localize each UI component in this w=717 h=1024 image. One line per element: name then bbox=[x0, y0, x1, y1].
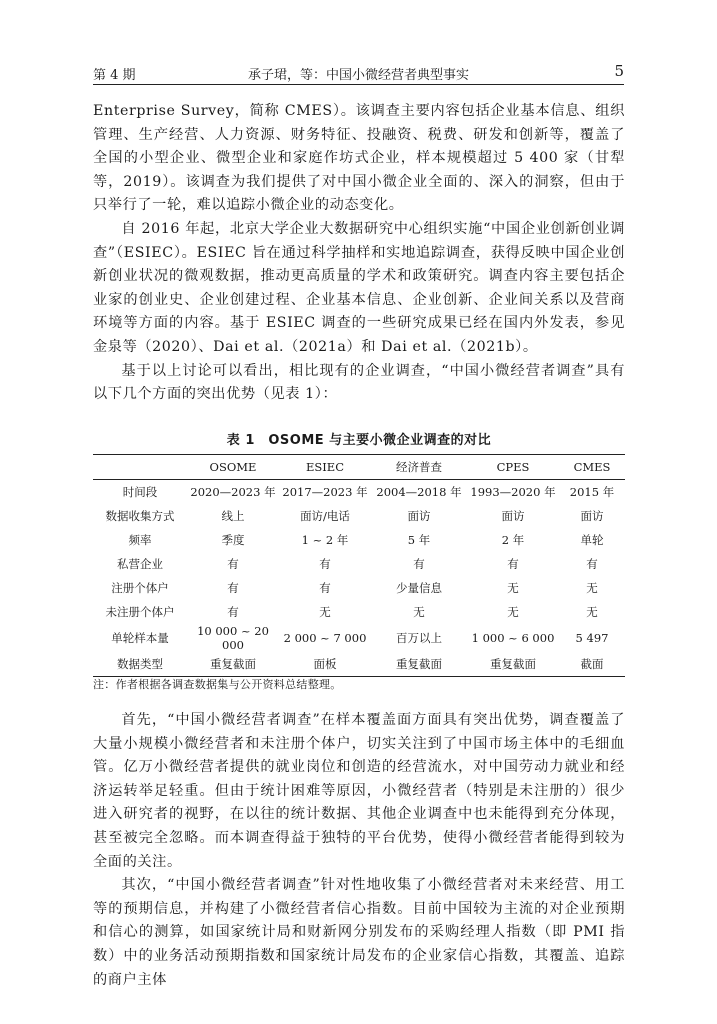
table-cell: 面访 bbox=[580, 509, 604, 523]
page-number: 5 bbox=[614, 62, 624, 80]
table-cell: 10 000 ~ 20 000 bbox=[197, 624, 269, 652]
paragraph-advantages-intro: 基于以上讨论可以看出，相比现有的企业调查，“中国小微经营者调查”具有以下几个方面的突出优势（见表 1）： bbox=[93, 362, 625, 403]
table-cell: 2017—2023 年 bbox=[282, 485, 368, 499]
table-cell: 2015 年 bbox=[569, 485, 615, 499]
table-cell: 1 000 ~ 6 000 bbox=[471, 631, 555, 645]
column-header: ESIEC bbox=[279, 455, 371, 480]
table-cell: 线上 bbox=[221, 509, 245, 523]
table-title: 表 1 OSOME 与主要小微企业调查的对比 bbox=[226, 433, 492, 448]
table-cell: 5 年 bbox=[407, 533, 431, 547]
running-title: 承子珺，等：中国小微经营者典型事实 bbox=[247, 68, 469, 83]
table-cell: 面访/电话 bbox=[300, 509, 350, 523]
body-text-before-table bbox=[93, 100, 625, 407]
row-label: 数据类型 bbox=[93, 652, 187, 677]
column-header: CMES bbox=[559, 455, 625, 480]
table-cell: 有 bbox=[413, 557, 425, 571]
table-cell: 重复截面 bbox=[187, 652, 279, 677]
column-header: CPES bbox=[467, 455, 559, 480]
body-text-after-table bbox=[93, 709, 625, 992]
row-label: 数据收集方式 bbox=[105, 509, 175, 523]
table-row bbox=[93, 652, 625, 677]
table-cell: 有 bbox=[227, 581, 239, 595]
issue-number: 第 4 期 bbox=[93, 68, 136, 83]
table-cell: 2004—2018 年 bbox=[376, 485, 462, 499]
table-cell: 重复截面 bbox=[371, 652, 467, 677]
table-row bbox=[93, 504, 625, 528]
column-header bbox=[93, 455, 187, 480]
row-label: 未注册个体户 bbox=[105, 605, 175, 619]
table-cell: 有 bbox=[507, 557, 519, 571]
table-cell: 重复截面 bbox=[467, 652, 559, 677]
table-cell: 季度 bbox=[221, 533, 245, 547]
table-cell: 面访 bbox=[501, 509, 525, 523]
column-header: 经济普查 bbox=[371, 455, 467, 480]
table-cell: 百万以上 bbox=[396, 631, 442, 645]
table-row bbox=[93, 528, 625, 552]
table-cell: 2 年 bbox=[501, 533, 525, 547]
table-cell: 无 bbox=[413, 605, 425, 619]
row-label: 频率 bbox=[128, 533, 152, 547]
table-cell: 有 bbox=[319, 557, 331, 571]
paragraph-first-advantage: 首先，“中国小微经营者调查”在样本覆盖面方面具有突出优势，调查覆盖了大量小规模小微经营者和未注册个体户，切实关注到了中国市场主体中的毛细血管。亿万小微经营者提供的就业岗位和创造的经营流水，对中国劳动力就业和经济运转举足轻重。但由于统计困难等原因，小微经营者（特别是未注册的）很少进入研究者的视野，在以往的统计数据、其他企业调查中也未能得到充分体现，甚至被完全忽略。而本调查得益于独特的平台优势，使得小微经营者能得到较为全面的关注。 bbox=[93, 712, 625, 870]
table-row bbox=[93, 576, 625, 600]
table-row bbox=[93, 480, 625, 505]
row-label: 私营企业 bbox=[117, 557, 163, 571]
table-cell: 1993—2020 年 bbox=[470, 485, 556, 499]
table-cell: 面访 bbox=[407, 509, 431, 523]
table-row bbox=[93, 624, 625, 652]
comparison-table bbox=[93, 454, 625, 677]
table-cell: 5 497 bbox=[575, 631, 609, 645]
table-cell: 少量信息 bbox=[396, 581, 442, 595]
row-label: 注册个体户 bbox=[111, 581, 169, 595]
table-cell: 无 bbox=[586, 581, 598, 595]
table-cell: 无 bbox=[507, 605, 519, 619]
table-cell: 2 000 ~ 7 000 bbox=[283, 631, 367, 645]
table-row bbox=[93, 600, 625, 624]
table-cell: 有 bbox=[586, 557, 598, 571]
table-header-row bbox=[93, 455, 625, 480]
table-note: 注：作者根据各调查数据集与公开资料总结整理。 bbox=[93, 678, 342, 691]
paragraph-second-advantage: 其次，“中国小微经营者调查”针对性地收集了小微经营者对未来经营、用工等的预期信息，并构建了小微经营者信心指数。目前中国较为主流的对企业预期和信心的测算，如国家统计局和财新网分别发布的采购经理人指数（即 PMI 指数）中的业务活动预期指数和国家统计局发布的企业家信心指数，其覆盖、追踪的商户主体 bbox=[93, 877, 625, 988]
table-cell: 面板 bbox=[279, 652, 371, 677]
table-cell: 1 ~ 2 年 bbox=[301, 533, 349, 547]
table-cell: 有 bbox=[319, 581, 331, 595]
table-cell: 有 bbox=[227, 557, 239, 571]
row-label: 时间段 bbox=[122, 485, 158, 499]
running-header bbox=[93, 62, 624, 85]
column-header: OSOME bbox=[187, 455, 279, 480]
table-cell: 2020—2023 年 bbox=[190, 485, 276, 499]
table-cell: 无 bbox=[507, 581, 519, 595]
paragraph-esiec: 自 2016 年起，北京大学企业大数据研究中心组织实施“中国企业创新创业调查”（ESIEC）。ESIEC 旨在通过科学抽样和实地追踪调查，获得反映中国企业创新创业状况的微观数据，推动更高质量的学术和政策研究。调查内容主要包括企业家的创业史、企业创建过程、企业基本信息、企业创新、企业间关系以及营商环境等方面的内容。基于 ESIEC 调查的一些研究成果已经在国内外发表，参见金泉等（2020）、Dai et al.（2021a）和 Dai et al.（2021b）。 bbox=[93, 220, 625, 355]
table-cell: 无 bbox=[586, 605, 598, 619]
table-row bbox=[93, 552, 625, 576]
paragraph-cmes-continued: Enterprise Survey，简称 CMES）。该调查主要内容包括企业基本信息、组织管理、生产经营、人力资源、财务特征、投融资、税费、研发和创新等，覆盖了全国的小型企业、微型企业和家庭作坊式企业，样本规模超过 5 400 家（甘犁等，2019）。该调查为我们提供了对中国小微企业全面的、深入的洞察，但由于只举行了一轮，难以追踪小微企业的动态变化。 bbox=[93, 103, 625, 214]
table-cell: 有 bbox=[227, 605, 239, 619]
row-label: 单轮样本量 bbox=[111, 631, 169, 645]
table-cell: 无 bbox=[319, 605, 331, 619]
table-cell: 单轮 bbox=[580, 533, 604, 547]
table-cell: 截面 bbox=[559, 652, 625, 677]
